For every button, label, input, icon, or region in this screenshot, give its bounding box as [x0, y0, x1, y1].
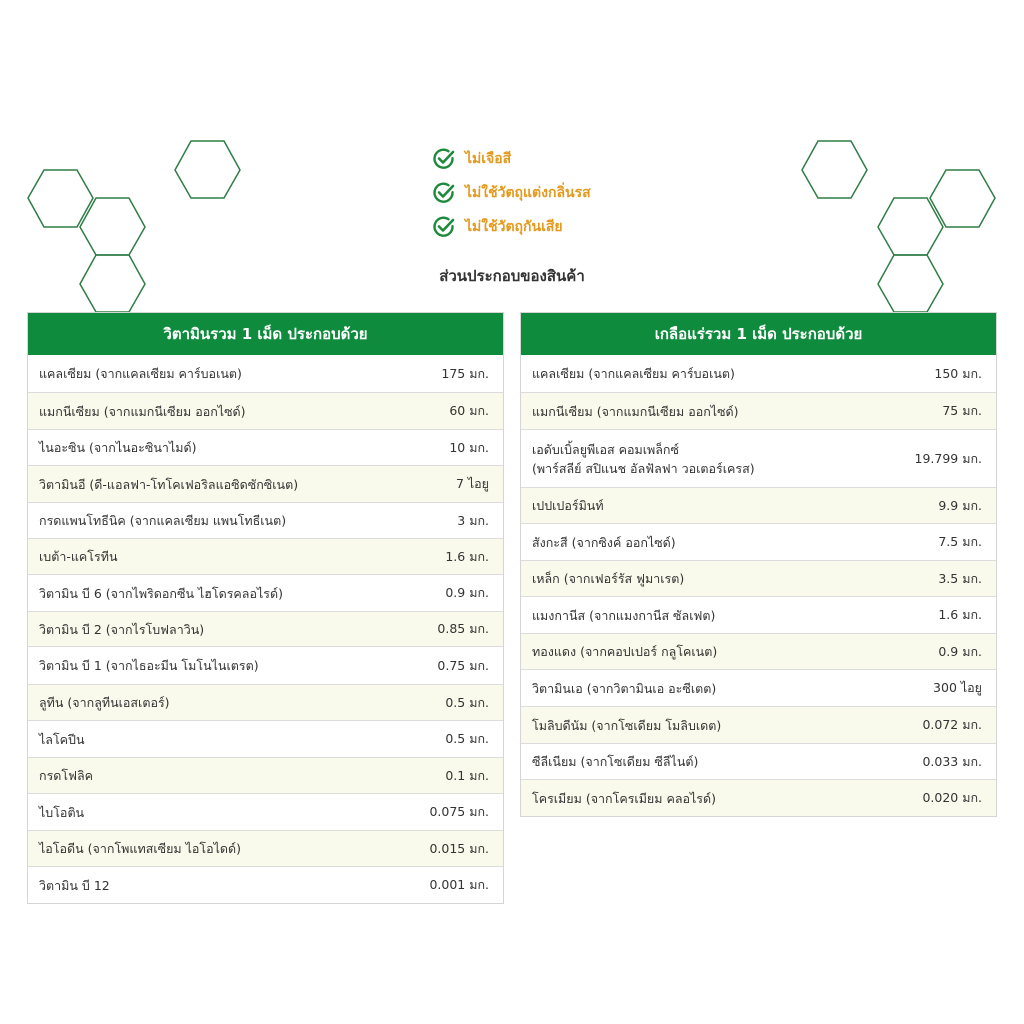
badge-text: ไม่ใช้วัตถุแต่งกลิ่นรส	[465, 185, 591, 201]
ingredient-name: วิตามิน บี 1 (จากไธอะมีน โมโนไนเตรต)	[39, 658, 259, 673]
table-row	[28, 574, 503, 611]
check-circle-icon	[432, 181, 456, 205]
minerals-table-body	[521, 355, 996, 816]
ingredient-value: 0.072 มก.	[922, 717, 982, 732]
ingredient-name: เหล็ก (จากเฟอร์รัส ฟูมาเรต)	[532, 571, 685, 586]
table-row	[521, 633, 996, 669]
ingredient-value: 0.033 มก.	[922, 753, 982, 769]
table-row	[28, 429, 503, 465]
badge-text: ไม่ใช้วัตถุกันเสีย	[465, 219, 563, 235]
minerals-table-header: เกลือแร่รวม 1 เม็ด ประกอบด้วย	[521, 313, 996, 355]
table-row	[28, 684, 503, 720]
table-row	[521, 523, 996, 560]
table-row	[521, 392, 996, 429]
table-row	[521, 560, 996, 596]
ingredient-value: 0.015 มก.	[429, 840, 489, 856]
ingredient-name: แมกนีเซียม (จากแมกนีเซียม ออกไซด์)	[39, 403, 246, 419]
ingredient-name: สังกะสี (จากซิงค์ ออกไซด์)	[532, 534, 676, 550]
badge-no-preservative	[432, 210, 591, 244]
ingredient-value: 7.5 มก.	[938, 534, 982, 549]
ingredient-value: 9.9 มก.	[938, 497, 982, 513]
table-row	[521, 355, 996, 392]
ingredient-name: แมกนีเซียม (จากแมกนีเซียม ออกไซด์)	[532, 403, 739, 419]
table-row	[28, 720, 503, 757]
ingredient-value: 0.9 มก.	[445, 585, 489, 600]
badge-no-flavoring	[432, 176, 591, 210]
vitamins-table-header: วิตามินรวม 1 เม็ด ประกอบด้วย	[28, 313, 503, 355]
table-row	[28, 465, 503, 502]
table-row	[521, 596, 996, 633]
ingredient-name: เปปเปอร์มินท์	[532, 498, 604, 513]
section-title: ส่วนประกอบของสินค้า	[439, 267, 585, 285]
ingredient-value: 19.799 มก.	[914, 450, 982, 466]
ingredient-name: แคลเซียม (จากแคลเซียม คาร์บอเนต)	[532, 366, 735, 381]
ingredient-name: เอดับเบิ้ลยูพีเอส คอมเพล็กซ์ (พาร์สลีย์ สปิแนช อัลฟัลฟา วอเตอร์เครส)	[532, 441, 755, 476]
ingredient-name: ลูทีน (จากลูทีนเอสเตอร์)	[39, 695, 170, 710]
ingredient-name: กรดแพนโทธีนิค (จากแคลเซียม แพนโทธีเนต)	[39, 513, 287, 528]
table-row	[28, 793, 503, 830]
ingredient-name: แคลเซียม (จากแคลเซียม คาร์บอเนต)	[39, 366, 242, 381]
ingredient-value: 3 มก.	[457, 512, 489, 528]
hexagon-icon	[930, 170, 995, 227]
ingredient-name: ไอโอดีน (จากโพแทสเซียม ไอโอไดด์)	[39, 841, 242, 856]
ingredient-value: 0.075 มก.	[429, 804, 489, 819]
ingredient-value: 0.001 มก.	[429, 877, 489, 892]
ingredient-value: 1.6 มก.	[445, 548, 489, 564]
ingredient-value: 75 มก.	[942, 403, 982, 418]
ingredient-name: วิตามิน บี 12	[39, 877, 110, 893]
ingredient-value: 150 มก.	[934, 365, 982, 381]
ingredient-value: 7 ไอยู	[455, 476, 489, 491]
ingredient-name: เบต้า-แคโรทีน	[39, 549, 118, 564]
ingredient-name: วิตามินเอ (จากวิตามินเอ อะซีเตต)	[532, 680, 717, 696]
table-row	[28, 355, 503, 392]
table-row	[521, 429, 996, 487]
ingredient-value: 0.9 มก.	[938, 643, 982, 659]
table-row	[28, 392, 503, 429]
ingredient-value: 0.5 มก.	[445, 694, 489, 710]
vitamins-table	[27, 312, 504, 904]
badge-text: ไม่เจือสี	[465, 151, 512, 167]
table-row	[521, 487, 996, 523]
table-row	[28, 538, 503, 574]
ingredient-name: วิตามิน บี 6 (จากไพริดอกซีน ไฮโดรคลอไรด์)	[39, 585, 283, 601]
hexagon-icon	[802, 141, 867, 198]
check-circle-icon	[432, 147, 456, 171]
ingredient-name: ซีลีเนียม (จากโซเดียม ซีลีไนต์)	[532, 754, 699, 769]
ingredient-value: 1.6 มก.	[938, 607, 982, 622]
table-row	[28, 830, 503, 866]
table-row	[521, 743, 996, 779]
table-row	[521, 669, 996, 706]
table-row	[28, 502, 503, 538]
ingredient-value: 0.5 มก.	[445, 731, 489, 746]
ingredient-name: กรดโฟลิค	[39, 768, 93, 783]
vitamins-table-body	[28, 355, 503, 903]
ingredient-name: วิตามิน บี 2 (จากไรโบฟลาวิน)	[39, 621, 205, 637]
ingredient-value: 0.75 มก.	[437, 657, 489, 673]
minerals-table	[520, 312, 997, 817]
ingredient-name: โมลิบดีนัม (จากโซเดียม โมลิบเดต)	[532, 717, 722, 733]
ingredient-name: ไลโคปีน	[39, 731, 85, 747]
table-row	[28, 611, 503, 646]
ingredient-value: 0.1 มก.	[445, 767, 489, 783]
ingredient-name: ทองแดง (จากคอปเปอร์ กลูโคเนต)	[532, 644, 718, 659]
ingredient-value: 10 มก.	[449, 439, 489, 455]
hexagon-icon	[80, 198, 145, 255]
table-row	[521, 779, 996, 816]
table-row	[521, 706, 996, 743]
ingredient-value: 3.5 มก.	[938, 570, 982, 586]
hexagon-icon	[878, 198, 943, 255]
hexagon-icon	[175, 141, 240, 198]
ingredient-name: วิตามินอี (ดี-แอลฟา-โทโคเฟอริลแอซิดซักซิเนต)	[39, 476, 299, 492]
ingredient-value: 0.020 มก.	[922, 790, 982, 805]
ingredient-value: 175 มก.	[441, 365, 489, 381]
table-row	[28, 757, 503, 793]
table-row	[28, 866, 503, 903]
ingredient-value: 300 ไอยู	[933, 680, 982, 695]
badge-no-color	[432, 142, 591, 176]
ingredient-name: ไบโอติน	[39, 804, 85, 820]
table-row	[28, 646, 503, 684]
ingredient-name: ไนอะซิน (จากไนอะซินาไมด์)	[39, 440, 197, 455]
check-circle-icon	[432, 215, 456, 239]
feature-badges	[432, 142, 591, 244]
ingredient-name: โครเมียม (จากโครเมียม คลอไรด์)	[532, 790, 716, 806]
ingredient-value: 60 มก.	[449, 403, 489, 418]
ingredient-value: 0.85 มก.	[437, 621, 489, 636]
ingredient-name: แมงกานีส (จากแมงกานีส ซัลเฟต)	[532, 607, 716, 623]
hexagon-icon	[28, 170, 93, 227]
